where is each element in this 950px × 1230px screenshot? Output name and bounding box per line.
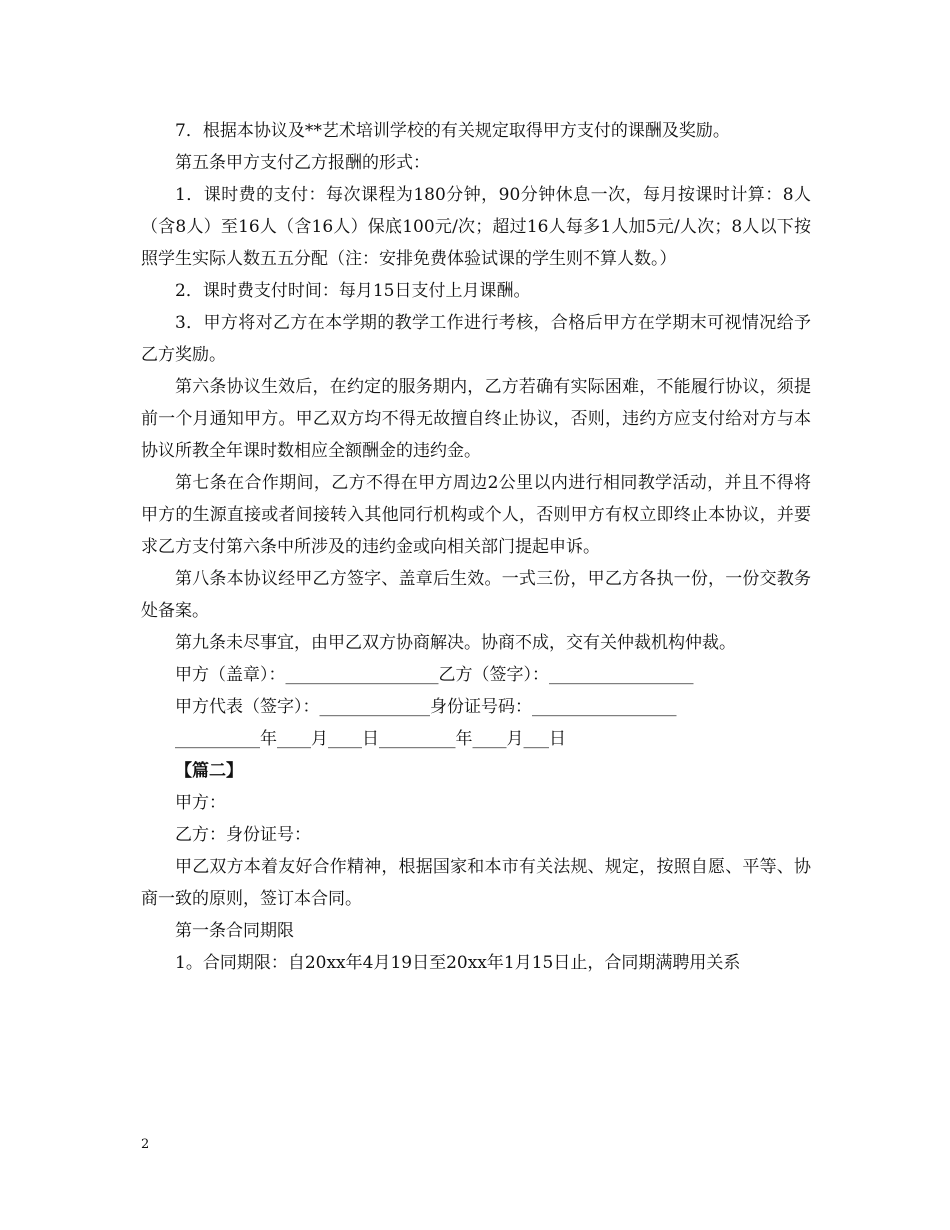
clause-4-item-7: 7．根据本协议及**艺术培训学校的有关规定取得甲方支付的课酬及奖励。 — [175, 121, 730, 141]
page-number: 2 — [141, 1137, 150, 1152]
article-7: 第七条在合作期间，乙方不得在甲方周边2公里以内进行相同教学活动，并且不得将甲方的生源直接或者间接转入其他同行机构或个人，否则甲方有权立即终止本协议，并要求乙方支付第六条中所涉及的违约金或向相关部门提起申诉。 — [141, 473, 811, 557]
section-two-party-b: 乙方：身份证号： — [175, 825, 311, 845]
section-two-article-1-heading: 第一条合同期限 — [175, 921, 294, 941]
section-two-article-1-item-1: 1。合同期限：自20xx年4月19日至20xx年1月15日止，合同期满聘用关系 — [175, 953, 741, 973]
article-5-item-1: 1．课时费的支付：每次课程为180分钟，90分钟休息一次，每月按课时计算：8人（含8人）至16人（含16人）保底100元/次；超过16人每多1人加5元/人次；8人以下按照学生实际人数五五分配（注：安排免费体验试课的学生则不算人数。） — [141, 185, 811, 269]
signature-line-parties: 甲方（盖章）：__________________乙方（签字）：_________________ — [175, 665, 694, 685]
article-5-item-3: 3．甲方将对乙方在本学期的教学工作进行考核，合格后甲方在学期末可视情况给予乙方奖励。 — [141, 313, 811, 365]
section-two-heading: 【篇二】 — [175, 761, 243, 781]
signature-line-representative: 甲方代表（签字）：_____________身份证号码：_________________ — [175, 697, 677, 717]
article-9: 第九条未尽事宜，由甲乙双方协商解决。协商不成，交有关仲裁机构仲裁。 — [175, 633, 736, 653]
signature-line-dates: __________年____月____日_________年____月___日 — [175, 729, 566, 749]
article-8: 第八条本协议经甲乙方签字、盖章后生效。一式三份，甲乙方各执一份，一份交教务处备案。 — [141, 569, 811, 621]
article-5-item-2: 2．课时费支付时间：每月15日支付上月课酬。 — [175, 281, 531, 301]
document-body — [141, 115, 811, 979]
article-5-heading: 第五条甲方支付乙方报酬的形式： — [175, 153, 430, 173]
section-two-intro: 甲乙双方本着友好合作精神，根据国家和本市有关法规、规定，按照自愿、平等、协商一致的原则，签订本合同。 — [141, 857, 811, 909]
section-two-party-a: 甲方： — [175, 793, 226, 813]
article-6: 第六条协议生效后，在约定的服务期内，乙方若确有实际困难，不能履行协议，须提前一个月通知甲方。甲乙双方均不得无故擅自终止协议，否则，违约方应支付给对方与本协议所教全年课时数相应全额酬金的违约金。 — [141, 377, 811, 461]
